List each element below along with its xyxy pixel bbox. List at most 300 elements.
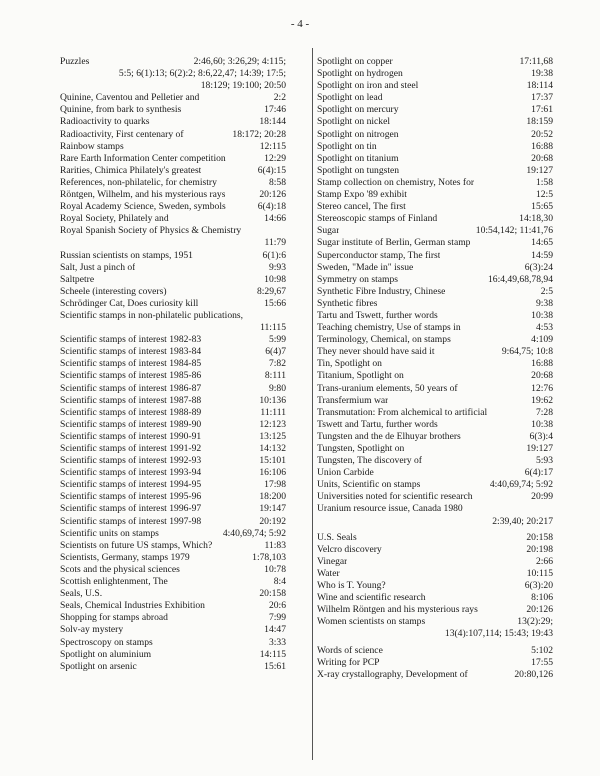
- entry-title: Scientific stamps of interest 1997-98: [60, 515, 202, 527]
- index-entry: [60, 334, 286, 346]
- index-entry-line: [60, 310, 286, 322]
- index-entry: [317, 556, 553, 568]
- index-entry-line: [60, 552, 286, 564]
- entry-title: Röntgen, Wilhelm, and his mysterious rays: [60, 189, 226, 201]
- index-entry-line: [60, 540, 286, 552]
- entry-title: References, non-philatelic, for chemistry: [60, 176, 217, 188]
- index-entry: [317, 395, 553, 407]
- index-entry: [60, 104, 286, 116]
- index-entry: [60, 189, 286, 201]
- entry-pages: 17:55: [531, 656, 553, 668]
- index-entry: [317, 116, 553, 128]
- entry-pages: 17:37: [531, 92, 553, 104]
- entry-pages: 1:78,103: [252, 551, 286, 563]
- entry-pages: 10:98: [264, 273, 286, 285]
- entry-pages: 20:68: [531, 370, 553, 382]
- index-entry-line: [60, 56, 286, 68]
- entry-title: Women scientists on stamps: [317, 616, 426, 628]
- entry-title: Quinine, Caventou and Pelletier and: [60, 92, 200, 104]
- index-entry: [317, 580, 553, 592]
- index-entry-line: [60, 564, 286, 576]
- entry-pages: 2:2: [273, 92, 286, 104]
- entry-pages: 6(1):6: [262, 249, 286, 261]
- entry-title: Superconductor stamp, The first: [317, 249, 441, 261]
- entry-pages: 4:40,69,74; 5:92: [222, 527, 286, 539]
- index-entry: [60, 407, 286, 419]
- entry-title: Scientific stamps of interest 1996-97: [60, 503, 202, 515]
- entry-pages: 3:33: [268, 636, 286, 648]
- index-entry: [60, 395, 286, 407]
- entry-title: Tswett and Tartu, further words: [317, 418, 438, 430]
- index-entry: [317, 604, 553, 616]
- entry-title: They never should have said it: [317, 346, 435, 358]
- index-entry: [317, 56, 553, 68]
- index-entry-line: [317, 80, 553, 92]
- entry-title: Scientific stamps of interest 1994-95: [60, 479, 202, 491]
- entry-pages: 8:29,67: [256, 285, 286, 297]
- entry-title: Scientific stamps in non-philatelic publications,: [60, 309, 244, 321]
- index-entry-line: [60, 262, 286, 274]
- entry-title: Sugar: [317, 225, 340, 237]
- index-entry-line: [317, 556, 553, 568]
- entry-pages: 17:61: [531, 104, 553, 116]
- entry-pages: 10:54,142; 11:41,76: [475, 225, 553, 237]
- entry-pages: 5:99: [268, 334, 286, 346]
- entry-pages: 9:64,75; 10:8: [501, 346, 553, 358]
- index-entry-line: [317, 407, 553, 419]
- entry-pages: 20:80,126: [514, 668, 553, 680]
- entry-title: Vinegar: [317, 555, 348, 567]
- index-entry: [317, 455, 553, 467]
- index-entry: [317, 479, 553, 491]
- entry-pages: 14:18,30: [519, 213, 553, 225]
- entry-pages: 6(4):17: [524, 467, 553, 479]
- index-entry: [60, 177, 286, 189]
- entry-title: Writing for PCP: [317, 656, 380, 668]
- index-entry: [317, 616, 553, 640]
- entry-pages: 15:101: [259, 455, 286, 467]
- entry-title: Tungsten, Spotlight on: [317, 443, 405, 454]
- entry-pages: 10:115: [526, 567, 553, 579]
- index-entry-line: [317, 419, 553, 431]
- entry-title: Spotlight on lead: [317, 92, 383, 104]
- index-entry: [60, 419, 286, 431]
- entry-title: Spotlight on arsenic: [60, 660, 137, 672]
- entry-title: Scottish enlightenment, The: [60, 576, 168, 588]
- entry-title: Transfermium war: [317, 394, 389, 406]
- index-entry-line: [317, 443, 553, 455]
- index-entry-line: [60, 250, 286, 262]
- entry-title: Scientific stamps of interest 1990-91: [60, 430, 202, 442]
- index-entry-line: [317, 262, 553, 274]
- entry-pages: 20:52: [531, 128, 553, 140]
- entry-title: Spotlight on aluminium: [60, 648, 152, 660]
- index-entry: [317, 358, 553, 370]
- entry-pages: 11:83: [264, 539, 286, 551]
- entry-title: X-ray crystallography, Development of: [317, 668, 468, 680]
- entry-title: Rarities, Chimica Philately's greatest: [60, 164, 202, 176]
- entry-pages: 15:65: [531, 201, 553, 213]
- entry-pages: 16:88: [531, 140, 553, 152]
- entry-pages: 19:38: [531, 68, 553, 80]
- entry-pages: 6(4):15: [257, 164, 286, 176]
- entry-title: Sweden, "Made in" issue: [317, 261, 414, 273]
- index-entry-line: [317, 56, 553, 68]
- entry-pages: 14:59: [531, 249, 553, 261]
- index-entry: [317, 104, 553, 116]
- index-entry-line: [60, 201, 286, 213]
- index-entry-line: [317, 491, 553, 503]
- index-entry: [60, 503, 286, 515]
- entry-title: Transmutation: From alchemical to artificial: [317, 406, 488, 418]
- entry-continuation: 2:39,40; 20:217: [492, 515, 553, 527]
- entry-pages: 1:58: [535, 176, 553, 188]
- entry-pages: 12:76: [531, 382, 553, 394]
- entry-pages: 20:99: [531, 491, 553, 503]
- entry-pages: 6(4)7: [265, 346, 286, 358]
- entry-pages: 9:80: [268, 382, 286, 394]
- entry-pages: 4:40,69,74; 5:92: [489, 479, 553, 491]
- index-entry-line: [317, 544, 553, 556]
- index-entry-line: [317, 669, 553, 681]
- index-entry-line: [317, 455, 553, 467]
- index-entry-line: [60, 177, 286, 189]
- index-entry: [317, 657, 553, 669]
- entry-pages: 13:125: [259, 430, 286, 442]
- index-entry: [317, 491, 553, 503]
- entry-title: Scientific stamps of interest 1984-85: [60, 358, 202, 370]
- index-entry: [317, 189, 553, 201]
- index-entry-line: [60, 479, 286, 491]
- entry-pages: 8:58: [268, 176, 286, 188]
- entry-pages: 17:98: [264, 479, 286, 491]
- entry-pages: 11:111: [260, 406, 286, 418]
- entry-pages: 18:159: [526, 116, 553, 128]
- entry-continuation: 18:129; 19:100; 20:50: [200, 80, 286, 92]
- entry-pages: 17:46: [264, 104, 286, 116]
- index-entry-line: [60, 455, 286, 467]
- entry-pages: 19:127: [526, 164, 553, 176]
- entry-pages: 18:144: [259, 116, 286, 128]
- index-entry-line: [317, 274, 553, 286]
- entry-title: Scientists, Germany, stamps 1979: [60, 551, 190, 563]
- index-entry: [60, 358, 286, 370]
- entry-title: Spotlight on nitrogen: [317, 128, 399, 140]
- entry-title: Terminology, Chemical, on stamps: [317, 334, 451, 346]
- index-entry: [317, 322, 553, 334]
- entry-title: Wine and scientific research: [317, 592, 426, 604]
- index-entry-line: [317, 580, 553, 592]
- entry-pages: 2:66: [535, 555, 553, 567]
- entry-title: Scientific stamps of interest 1982-83: [60, 334, 202, 346]
- index-entry: [60, 213, 286, 225]
- index-entry: [317, 467, 553, 479]
- index-entry-line: [60, 624, 286, 636]
- entry-title: Scientific stamps of interest 1989-90: [60, 418, 202, 430]
- index-entry-line: [317, 383, 553, 395]
- entry-title: Synthetic Fibre Industry, Chinese: [317, 285, 446, 297]
- index-entry: [317, 443, 553, 455]
- index-entry-line: [317, 604, 553, 616]
- entry-pages: 13(2):29;: [517, 616, 553, 628]
- index-entry: [60, 540, 286, 552]
- index-entry: [317, 310, 553, 322]
- entry-title: Scientific stamps of interest 1992-93: [60, 455, 202, 467]
- index-entry-line: [60, 286, 286, 298]
- index-entry: [60, 455, 286, 467]
- index-entry: [60, 612, 286, 624]
- index-entry-line: [60, 395, 286, 407]
- index-entry: [60, 92, 286, 104]
- index-entry: [317, 213, 553, 225]
- entry-title: Spotlight on hydrogen: [317, 68, 403, 80]
- index-entry-line: [317, 213, 553, 225]
- index-entry-line: [317, 645, 553, 657]
- entry-pages: 8:111: [264, 370, 286, 382]
- index-entry: [60, 564, 286, 576]
- index-entry: [60, 588, 286, 600]
- entry-title: Spotlight on iron and steel: [317, 80, 419, 92]
- entry-pages: 16:106: [259, 467, 286, 479]
- entry-title: Rare Earth Information Center competition: [60, 152, 226, 164]
- index-entry: [317, 129, 553, 141]
- index-entry: [317, 80, 553, 92]
- entry-pages: 2:5: [540, 285, 553, 297]
- entry-title: Who is T. Young?: [317, 580, 386, 592]
- entry-title: Words of science: [317, 644, 383, 656]
- entry-title: Salt, Just a pinch of: [60, 261, 136, 273]
- entry-title: Trans-uranium elements, 50 years of: [317, 382, 458, 394]
- index-entry-line: [317, 92, 553, 104]
- entry-pages: 5:102: [531, 644, 553, 656]
- index-entry-line: [317, 395, 553, 407]
- entry-pages: 10:38: [531, 309, 553, 321]
- entry-pages: 14:115: [259, 648, 286, 660]
- index-entry: [317, 274, 553, 286]
- index-entry: [317, 419, 553, 431]
- entry-pages: 19:62: [531, 394, 553, 406]
- index-entry-line: [60, 503, 286, 515]
- entry-pages: 14:65: [531, 237, 553, 249]
- index-entry: [60, 165, 286, 177]
- entry-pages: 6(4):18: [257, 201, 286, 213]
- index-entry-line: [60, 104, 286, 116]
- index-entry: [60, 141, 286, 153]
- entry-pages: 12:5: [535, 189, 553, 201]
- index-entry-line: [60, 346, 286, 358]
- entry-title: Spotlight on nickel: [317, 116, 391, 128]
- entry-title: Puzzles: [60, 56, 90, 67]
- index-entry: [60, 467, 286, 479]
- index-entry: [60, 274, 286, 286]
- index-entry: [60, 201, 286, 213]
- index-entry: [317, 165, 553, 177]
- index-entry-line: [60, 588, 286, 600]
- entry-title: Spotlight on mercury: [317, 104, 399, 116]
- entry-title: Scientific stamps of interest 1987-88: [60, 394, 202, 406]
- entry-title: Scientists on future US stamps, Which?: [60, 539, 213, 551]
- index-entry-line: [60, 576, 286, 588]
- entry-title: Seals, Chemical Industries Exhibition: [60, 600, 205, 612]
- entry-title: Spotlight on copper: [317, 56, 393, 67]
- entry-pages: 19:147: [259, 503, 286, 515]
- entry-title: Royal Society, Philately and: [60, 213, 169, 225]
- index-entry-line: [317, 177, 553, 189]
- index-entry: [317, 177, 553, 189]
- index-entry-line: [60, 612, 286, 624]
- entry-pages: 14:47: [264, 624, 286, 636]
- index-entry: [60, 56, 286, 92]
- index-entry-line: [317, 189, 553, 201]
- entry-pages: 4:109: [531, 334, 553, 346]
- entry-title: Solv-ay mystery: [60, 624, 124, 636]
- entry-pages: 16:88: [531, 358, 553, 370]
- index-entry: [60, 286, 286, 298]
- index-entry-line: [317, 165, 553, 177]
- entry-pages: 20:158: [259, 588, 286, 600]
- index-entry-line: [317, 532, 553, 544]
- index-entry-line: [317, 104, 553, 116]
- entry-pages: 7:99: [268, 612, 286, 624]
- index-entry: [317, 383, 553, 395]
- index-entry-line: [60, 649, 286, 661]
- entry-pages: 9:38: [535, 297, 553, 309]
- entry-title: Symmetry on stamps: [317, 273, 399, 285]
- entry-title: Uranium resource issue, Canada 1980: [317, 503, 463, 515]
- index-entry-line: [60, 419, 286, 431]
- entry-title: Scientific stamps of interest 1991-92: [60, 443, 202, 454]
- index-entry-line: [317, 467, 553, 479]
- index-entry-line: [60, 516, 286, 528]
- index-entry: [317, 370, 553, 382]
- index-entry-line: [317, 616, 553, 628]
- entry-pages: 20:126: [526, 604, 553, 616]
- entry-pages: 10:136: [259, 394, 286, 406]
- index-entry-line: [317, 129, 553, 141]
- index-entry: [60, 431, 286, 443]
- entry-pages: 10:38: [531, 418, 553, 430]
- index-entry: [60, 479, 286, 491]
- index-entry: [317, 153, 553, 165]
- index-entry-line: [317, 657, 553, 669]
- index-entry: [317, 431, 553, 443]
- entry-title: Russian scientists on stamps, 1951: [60, 249, 193, 261]
- index-entry-line: [60, 528, 286, 540]
- entry-title: Scientific stamps of interest 1983-84: [60, 346, 202, 358]
- entry-pages: 12:115: [259, 140, 286, 152]
- index-entry-line: [60, 165, 286, 177]
- entry-title: Spotlight on titanium: [317, 152, 399, 164]
- entry-title: Tungsten and the de Elhuyar brothers: [317, 430, 461, 442]
- entry-continuation: 13(4):107,114; 15:43; 19:43: [444, 628, 553, 640]
- index-entry-line: [60, 334, 286, 346]
- entry-pages: 18:200: [259, 491, 286, 503]
- index-entry: [317, 346, 553, 358]
- index-entry-line: [60, 153, 286, 165]
- index-entry: [317, 407, 553, 419]
- index-entry-line: [60, 370, 286, 382]
- index-entry: [60, 552, 286, 564]
- index-entry-line: [317, 141, 553, 153]
- entry-continuation: 5:5; 6(1):13; 6(2):2; 8:6,22,47; 14:39; 17:5;: [118, 68, 286, 80]
- index-entry: [60, 443, 286, 455]
- entry-title: Radioactivity to quarks: [60, 116, 150, 128]
- entry-pages: 7:28: [535, 406, 553, 418]
- index-entry-line: [317, 592, 553, 604]
- entry-pages: 2:46,60; 3:26,29; 4:115;: [193, 56, 286, 67]
- index-entry-line: [317, 116, 553, 128]
- entry-pages: 20:198: [526, 543, 553, 555]
- entry-title: Spectroscopy on stamps: [60, 636, 153, 648]
- entry-continuation: 11:79: [264, 237, 286, 249]
- index-entry: [60, 491, 286, 503]
- index-entry-line: [317, 237, 553, 249]
- entry-title: Saltpetre: [60, 273, 95, 285]
- index-entry: [317, 250, 553, 262]
- index-entry-line: [317, 225, 553, 237]
- index-entry: [60, 250, 286, 262]
- entry-pages: 20:126: [259, 189, 286, 201]
- index-entry-line: [317, 298, 553, 310]
- index-entry-line: [60, 274, 286, 286]
- index-entry-line: [317, 68, 553, 80]
- entry-title: Wilhelm Röntgen and his mysterious rays: [317, 604, 478, 616]
- index-entry: [60, 129, 286, 141]
- entry-title: Scientific stamps of interest 1985-86: [60, 370, 202, 382]
- index-entry-line: [60, 637, 286, 649]
- index-entry-line: [60, 189, 286, 201]
- index-entry: [60, 116, 286, 128]
- entry-pages: 14:66: [264, 213, 286, 225]
- index-entry-line: [317, 431, 553, 443]
- index-entry: [317, 141, 553, 153]
- entry-pages: 9:93: [268, 261, 286, 273]
- index-column-right: [312, 48, 553, 760]
- entry-title: Union Carbide: [317, 467, 374, 479]
- index-entry: [317, 68, 553, 80]
- entry-title: Scots and the physical sciences: [60, 563, 180, 575]
- index-entry-line: [60, 491, 286, 503]
- entry-pages: 8:4: [273, 576, 286, 588]
- entry-title: Scientific stamps of interest 1988-89: [60, 406, 202, 418]
- entry-title: Tin, Spotlight on: [317, 358, 382, 370]
- index-entry-line: [317, 153, 553, 165]
- entry-pages: 16:4,49,68,78,94: [487, 273, 553, 285]
- index-entry: [317, 298, 553, 310]
- entry-title: Stamp collection on chemistry, Notes for: [317, 176, 475, 188]
- index-entry: [60, 624, 286, 636]
- index-entry: [60, 298, 286, 310]
- index-entry-line: [60, 141, 286, 153]
- index-entry-line: [317, 250, 553, 262]
- entry-title: Tungsten, The discovery of: [317, 455, 422, 467]
- entry-pages: 20:158: [526, 531, 553, 543]
- entry-title: Teaching chemistry, Use of stamps in: [317, 322, 461, 334]
- entry-title: Sugar institute of Berlin, German stamp: [317, 237, 471, 249]
- index-entry: [60, 600, 286, 612]
- entry-pages: 15:66: [264, 297, 286, 309]
- index-entry-line: [60, 407, 286, 419]
- index-entry: [317, 669, 553, 681]
- entry-continuation: 11:115: [260, 322, 286, 334]
- entry-title: Schrödinger Cat, Does curiosity kill: [60, 297, 199, 309]
- index-entry-line: [60, 213, 286, 225]
- entry-pages: 4:53: [535, 322, 553, 334]
- entry-title: U.S. Seals: [317, 531, 357, 543]
- index-entry-line: [317, 322, 553, 334]
- index-entry: [60, 262, 286, 274]
- index-entry-line: [317, 334, 553, 346]
